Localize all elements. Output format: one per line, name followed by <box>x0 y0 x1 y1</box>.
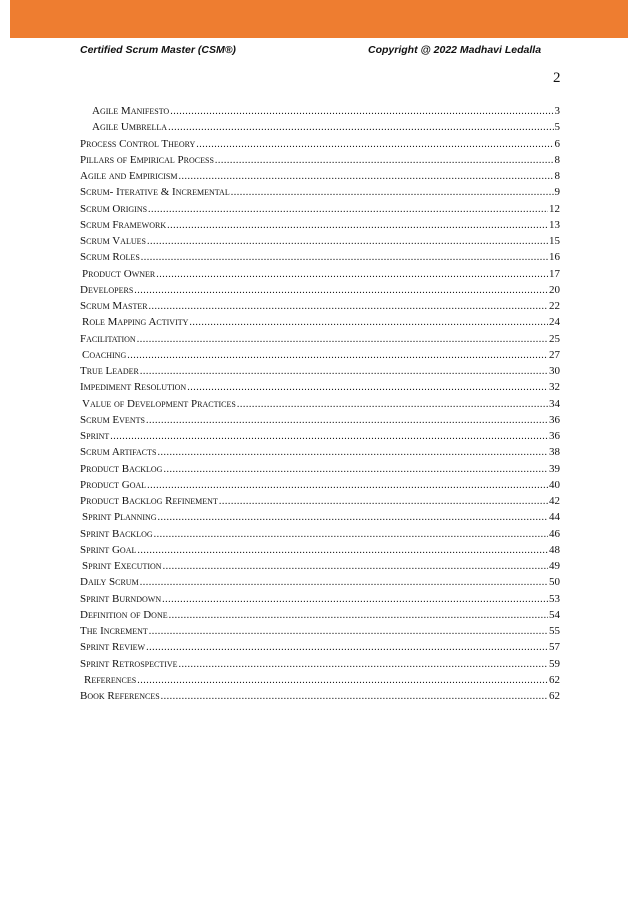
toc-entry[interactable] <box>80 493 560 507</box>
toc-entry[interactable] <box>80 412 560 426</box>
toc-entry-page: 62 <box>549 673 560 686</box>
toc-entry-title: Sprint Planning <box>82 511 157 524</box>
toc-entry[interactable] <box>80 379 560 393</box>
toc-entry-title: Process Control Theory <box>80 137 196 150</box>
toc-leader-dots <box>231 187 554 198</box>
toc-entry-page: 59 <box>549 657 560 670</box>
toc-entry[interactable] <box>82 347 560 361</box>
toc-entry[interactable] <box>80 607 560 621</box>
toc-entry-title: Daily Scrum <box>80 576 139 589</box>
toc-entry[interactable] <box>80 623 560 637</box>
toc-entry-title: Definition of Done <box>80 608 168 621</box>
toc-leader-dots <box>162 594 548 605</box>
toc-entry-title: True Leader <box>80 365 139 377</box>
toc-entry-title: Sprint Review <box>80 641 146 654</box>
toc-entry[interactable] <box>80 363 560 377</box>
toc-leader-dots <box>163 561 548 572</box>
toc-entry-title: Sprint Burndown <box>80 592 162 605</box>
toc-entry-page: 46 <box>549 527 560 540</box>
toc-entry-page: 49 <box>549 560 560 572</box>
toc-entry-page: 38 <box>549 446 560 459</box>
toc-entry-page: 44 <box>549 511 560 524</box>
toc-entry[interactable] <box>80 477 560 491</box>
toc-entry-title: Product Goal <box>80 478 147 491</box>
toc-leader-dots <box>161 691 548 702</box>
toc-entry[interactable] <box>80 184 560 198</box>
toc-entry-title: Coaching <box>82 348 127 361</box>
toc-entry[interactable] <box>82 396 560 410</box>
toc-entry-page: 42 <box>549 495 560 507</box>
toc-entry-page: 22 <box>549 300 560 312</box>
toc-entry-title: References <box>84 673 137 686</box>
toc-entry-title: Scrum Events <box>80 413 145 426</box>
toc-leader-dots <box>148 204 548 215</box>
toc-leader-dots <box>154 529 548 540</box>
toc-leader-dots <box>187 382 548 393</box>
toc-leader-dots <box>158 512 548 523</box>
toc-leader-dots <box>147 480 548 491</box>
toc-entry-page: 30 <box>549 365 560 377</box>
toc-leader-dots <box>110 431 548 442</box>
toc-entry-page: 39 <box>549 462 560 475</box>
toc-entry[interactable] <box>80 542 560 556</box>
toc-entry-title: Scrum Master <box>80 300 148 312</box>
toc-entry[interactable] <box>92 103 560 117</box>
toc-entry-page: 32 <box>549 381 560 394</box>
header-left-text: Certified Scrum Master (CSM®) <box>80 44 236 56</box>
toc-leader-dots <box>134 285 548 296</box>
toc-entry-title: Product Backlog Refinement <box>80 495 218 507</box>
toc-entry[interactable] <box>80 282 560 296</box>
toc-leader-dots <box>219 496 548 507</box>
toc-entry-title: Sprint Retrospective <box>80 657 178 670</box>
toc-entry[interactable] <box>80 233 560 247</box>
toc-leader-dots <box>141 252 548 263</box>
toc-entry-title: Value of Development Practices <box>82 397 236 410</box>
toc-leader-dots <box>215 155 554 166</box>
toc-entry-page: 16 <box>549 251 560 264</box>
toc-leader-dots <box>196 139 553 150</box>
toc-entry-page: 48 <box>549 543 560 556</box>
toc-leader-dots <box>156 269 548 280</box>
toc-entry[interactable] <box>80 249 560 263</box>
toc-entry[interactable] <box>80 591 560 605</box>
toc-leader-dots <box>137 675 548 686</box>
toc-entry[interactable] <box>84 672 560 686</box>
toc-leader-dots <box>149 626 548 637</box>
toc-entry-page: 55 <box>549 625 560 637</box>
toc-entry-title: Product Backlog <box>80 462 163 475</box>
toc-entry-title: Facilitation <box>80 332 136 345</box>
toc-entry-title: Role Mapping Activity <box>82 316 189 329</box>
toc-entry-page: 8 <box>554 153 560 166</box>
toc-entry-page: 54 <box>549 608 560 621</box>
toc-entry-page: 34 <box>549 397 560 410</box>
toc-entry-title: Impediment Resolution <box>80 381 187 394</box>
toc-entry-page: 9 <box>554 186 560 199</box>
toc-entry-page: 27 <box>549 348 560 361</box>
toc-entry-page: 36 <box>549 413 560 426</box>
toc-entry-page: 6 <box>554 137 560 150</box>
toc-entry[interactable] <box>80 444 560 458</box>
toc-entry-page: 53 <box>549 592 560 605</box>
toc-entry[interactable] <box>80 331 560 345</box>
toc-entry[interactable] <box>80 574 560 588</box>
toc-entry-page: 24 <box>549 316 560 329</box>
toc-entry-title: Scrum Origins <box>80 202 148 215</box>
toc-leader-dots <box>237 399 548 410</box>
toc-entry-page: 5 <box>554 121 560 134</box>
toc-entry[interactable] <box>80 152 560 166</box>
toc-entry[interactable] <box>80 688 560 702</box>
toc-entry-title: Sprint Goal <box>80 543 137 556</box>
toc-leader-dots <box>167 220 548 231</box>
toc-entry-title: Scrum Roles <box>80 251 140 264</box>
toc-entry[interactable] <box>80 428 560 442</box>
toc-entry[interactable] <box>82 314 560 328</box>
toc-leader-dots <box>170 106 553 117</box>
toc-leader-dots <box>137 545 548 556</box>
toc-entry-page: 8 <box>554 170 560 182</box>
toc-leader-dots <box>169 610 548 621</box>
toc-entry-page: 36 <box>549 430 560 442</box>
toc-entry-page: 3 <box>554 105 560 117</box>
header-color-band <box>10 0 628 38</box>
toc-entry[interactable] <box>80 168 560 182</box>
toc-entry[interactable] <box>80 461 560 475</box>
toc-entry[interactable] <box>82 266 560 280</box>
toc-entry-title: Book References <box>80 690 160 702</box>
toc-entry[interactable] <box>82 558 560 572</box>
toc-entry[interactable] <box>80 639 560 653</box>
toc-leader-dots <box>163 464 548 475</box>
toc-leader-dots <box>140 577 548 588</box>
toc-leader-dots <box>189 317 548 328</box>
toc-leader-dots <box>157 447 548 458</box>
toc-leader-dots <box>149 301 548 312</box>
toc-entry-title: Pillars of Empirical Process <box>80 153 214 166</box>
toc-entry[interactable] <box>80 217 560 231</box>
toc-entry-page: 13 <box>549 218 560 231</box>
toc-leader-dots <box>179 171 554 182</box>
toc-entry[interactable] <box>92 119 560 133</box>
toc-entry-title: Scrum- Iterative & Incremental <box>80 186 230 199</box>
toc-entry-page: 57 <box>549 641 560 654</box>
toc-leader-dots <box>168 122 553 133</box>
toc-entry-title: Scrum Values <box>80 235 146 247</box>
toc-entry[interactable] <box>80 656 560 670</box>
toc-entry-title: Agile and Empiricism <box>80 170 178 182</box>
toc-entry-title: Developers <box>80 283 134 296</box>
toc-leader-dots <box>146 415 548 426</box>
toc-entry-page: 40 <box>549 478 560 491</box>
toc-leader-dots <box>147 236 548 247</box>
toc-entry-page: 62 <box>549 690 560 702</box>
toc-entry-title: Product Owner <box>82 267 156 280</box>
toc-entry-title: Sprint Execution <box>82 560 162 572</box>
toc-leader-dots <box>140 366 548 377</box>
toc-entry-title: The Increment <box>80 625 148 637</box>
toc-entry[interactable] <box>80 298 560 312</box>
toc-entry[interactable] <box>82 509 560 523</box>
toc-entry[interactable] <box>80 526 560 540</box>
toc-entry-page: 50 <box>549 576 560 589</box>
page-number: 2 <box>553 70 561 86</box>
toc-entry-title: Scrum Framework <box>80 218 167 231</box>
toc-entry[interactable] <box>80 201 560 215</box>
header-right-text: Copyright @ 2022 Madhavi Ledalla <box>368 44 542 56</box>
toc-entry-page: 20 <box>549 283 560 296</box>
toc-entry[interactable] <box>80 136 560 150</box>
toc-entry-title: Agile Umbrella <box>92 121 168 134</box>
toc-entry-page: 12 <box>549 202 560 215</box>
toc-entry-page: 25 <box>549 332 560 345</box>
toc-leader-dots <box>146 642 548 653</box>
toc-entry-page: 15 <box>549 235 560 247</box>
toc-entry-title: Scrum Artifacts <box>80 446 157 459</box>
toc-entry-title: Sprint <box>80 430 110 442</box>
toc-entry-title: Sprint Backlog <box>80 527 153 540</box>
toc-leader-dots <box>127 350 548 361</box>
toc-entry-title: Agile Manifesto <box>92 105 170 117</box>
toc-entry-page: 17 <box>549 267 560 280</box>
toc-leader-dots <box>179 659 548 670</box>
toc-leader-dots <box>137 334 548 345</box>
